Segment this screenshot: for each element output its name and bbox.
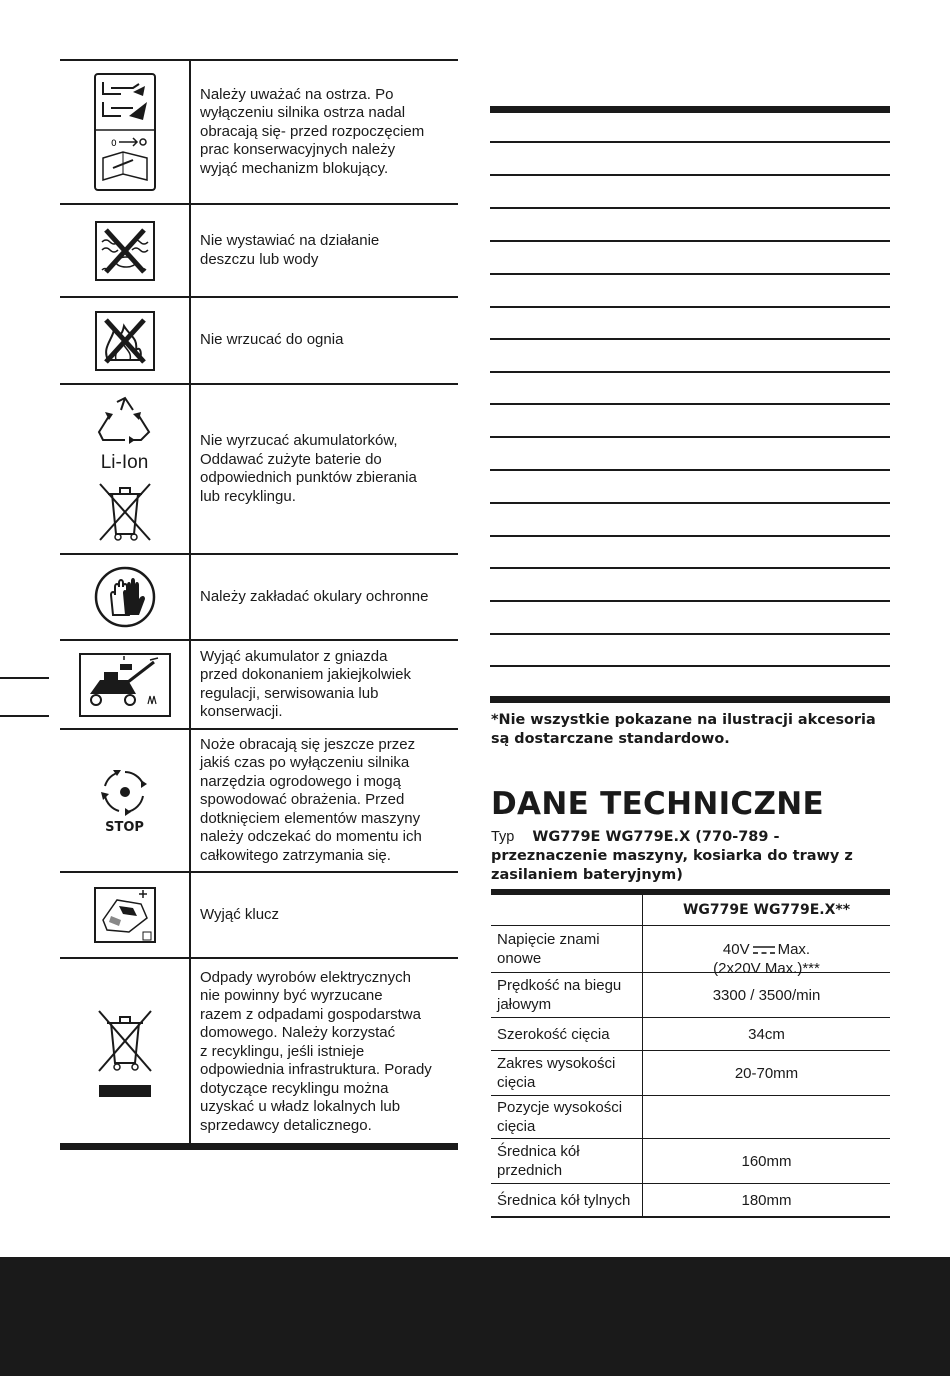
spec-value <box>643 1096 890 1138</box>
symbol-row <box>60 61 458 205</box>
li-ion-label: Li-Ion <box>100 452 149 473</box>
spec-row <box>491 1184 890 1216</box>
spec-label: Szerokość cięcia <box>491 1018 643 1050</box>
blade-caution-manual-icon <box>60 61 191 203</box>
type-value: WG779E WG779E.X (770-789 - przeznaczenie maszyny, kosiarka do trawy z zasilaniem bateryjnym) <box>491 829 853 883</box>
accessories-footnote: *Nie wszystkie pokazane na ilustracji akcesoria są dostarczane standardowo. <box>491 712 876 747</box>
rotating-blade-stop-icon <box>60 730 191 871</box>
remove-battery-mower-icon <box>60 641 191 728</box>
parts-list-row <box>490 338 890 340</box>
parts-list-row <box>490 306 890 308</box>
symbol-row <box>60 555 458 641</box>
no-rain-water-icon <box>60 205 191 296</box>
spec-row <box>491 926 890 977</box>
spec-row <box>491 1051 890 1096</box>
spec-header-empty <box>491 895 643 925</box>
spec-row <box>491 1139 890 1184</box>
spec-label: Średnica kół przednich <box>491 1139 643 1183</box>
parts-list-row <box>490 403 890 405</box>
parts-list-row <box>490 174 890 176</box>
spec-label: Prędkość na biegu jałowym <box>491 973 643 1017</box>
symbol-text: Nie wyrzucać akumulatorków, Oddawać zużyte baterie do odpowiednich punktów zbierania lub recyklingu. <box>200 432 417 505</box>
parts-list-row <box>490 240 890 242</box>
symbol-text: Należy zakładać okulary ochronne <box>200 587 429 605</box>
symbol-row <box>60 205 458 298</box>
symbols-table <box>60 59 458 1145</box>
parts-list-row <box>490 600 890 602</box>
parts-list-row <box>490 436 890 438</box>
spec-label: Pozycje wysokości cięcia <box>491 1096 643 1138</box>
symbol-row <box>60 959 458 1145</box>
tech-spec-table <box>491 889 890 1218</box>
symbol-text: Wyjąć klucz <box>200 905 280 923</box>
spec-value: 180mm <box>741 1191 792 1209</box>
symbol-text: Nie wystawiać na działanie deszczu lub wody <box>200 232 380 268</box>
weee-bar-icon <box>99 1085 151 1097</box>
spec-value: 3300 / 3500/min <box>712 986 821 1004</box>
spec-value: 34cm <box>748 1025 785 1043</box>
tech-data-title: DANE TECHNICZNE <box>491 786 824 822</box>
type-line <box>491 828 891 885</box>
svg-text:0: 0 <box>110 139 117 149</box>
stop-label: STOP <box>105 820 144 835</box>
remove-key-icon <box>60 873 191 957</box>
spec-row <box>491 1096 890 1139</box>
spec-value: 20-70mm <box>734 1064 799 1082</box>
voltage-value: 40V <box>722 940 750 958</box>
spec-header-row <box>491 895 890 926</box>
symbol-row <box>60 385 458 555</box>
symbol-row <box>60 873 458 959</box>
parts-list-row <box>490 469 890 471</box>
spec-row <box>491 1018 890 1051</box>
spec-label: Zakres wysokości cięcia <box>491 1051 643 1095</box>
weee-crossed-bin-icon <box>60 959 191 1145</box>
parts-list-bottom-rule <box>490 696 890 703</box>
symbol-text: Nie wrzucać do ognia <box>200 331 344 349</box>
spec-value: 160mm <box>741 1152 792 1170</box>
spec-label: Średnica kół tylnych <box>491 1184 643 1216</box>
spec-value <box>643 926 890 977</box>
parts-list-row <box>490 371 890 373</box>
symbol-text: Odpady wyrobów elektrycznych nie powinny być wyrzucane razem z odpadami gospodarstwa domowego. Należy korzystać z recyklingu, jeśli istnieje odpowiednia infrastruktura. Porady dotyczące recyklingu można uzyskać u władz lokalnych lub sprzedawcy detalicznego. <box>200 968 432 1134</box>
parts-list-row <box>490 502 890 504</box>
parts-list-row <box>490 141 890 143</box>
symbols-table-bottom-rule <box>60 1143 458 1150</box>
symbol-text: Należy uważać na ostrza. Po wyłączeniu silnika ostrza nadal obracają się- przed rozpoczęciem prac konserwacyjnych należy wyjąć mechanizm blokujący. <box>200 85 425 177</box>
symbol-row <box>60 298 458 385</box>
parts-list-row <box>490 273 890 275</box>
no-fire-icon <box>60 298 191 383</box>
recycle-li-ion-icon <box>60 385 191 553</box>
symbol-row <box>60 730 458 873</box>
parts-list-row <box>490 633 890 635</box>
symbol-text: Wyjąć akumulator z gniazda przed dokonaniem jakiejkolwiek regulacji, serwisowania lub konserwacji. <box>200 647 411 720</box>
parts-list-row <box>490 207 890 209</box>
spec-label: Napięcie znami onowe <box>491 926 643 972</box>
symbol-row <box>60 641 458 730</box>
page-footer-band <box>0 1257 950 1376</box>
parts-list-row <box>490 535 890 537</box>
side-marker <box>0 715 49 717</box>
parts-list-row <box>490 567 890 569</box>
spec-row <box>491 973 890 1018</box>
parts-list-row <box>490 665 890 667</box>
voltage-max: Max. (2x20V Max.)*** <box>713 940 820 977</box>
dc-symbol-icon <box>753 945 775 955</box>
spec-header-model: WG779E WG779E.X** <box>682 901 851 918</box>
side-marker <box>0 677 49 679</box>
safety-glasses-gloves-icon <box>60 555 191 639</box>
parts-list-top-rule <box>490 106 890 113</box>
symbol-text: Noże obracają się jeszcze przez jakiś czas po wyłączeniu silnika narzędzia ogrodowego i mogą spowodować obrażenia. Przed dotknięciem elementów maszyny należy odczekać do momentu ich całkowitego zatrzymania się. <box>200 735 422 864</box>
type-label: Typ <box>491 829 515 845</box>
